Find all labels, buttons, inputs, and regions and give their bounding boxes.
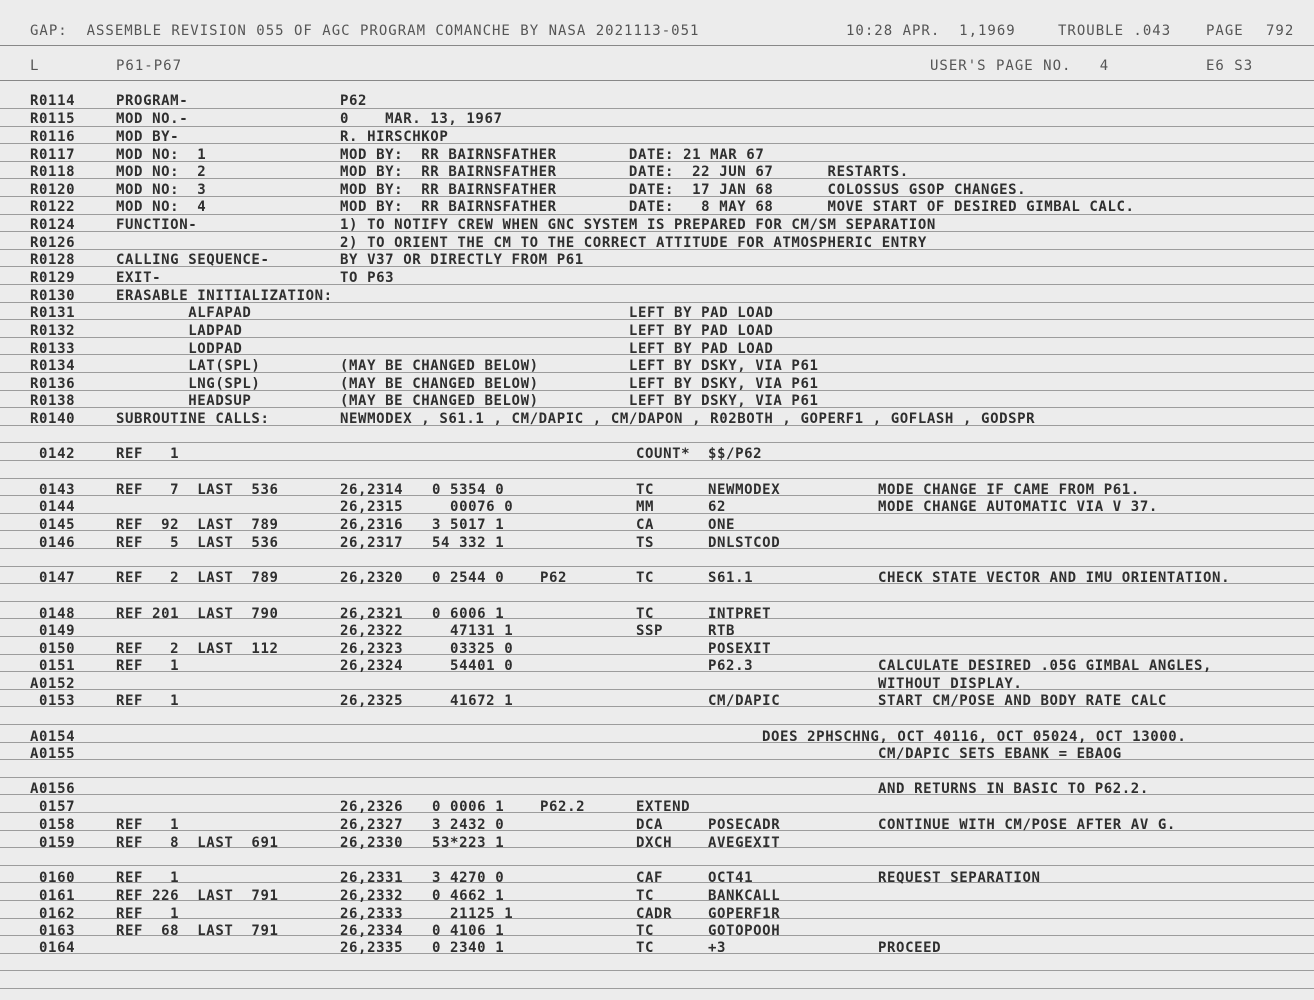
remark-value: BY V37 OR DIRECTLY FROM P61 (340, 252, 584, 268)
operand: INTPRET (708, 606, 772, 622)
remark-value: MOD BY: RR BAIRNSFATHER DATE: 17 JAN 68 COLOSSUS GSOP CHANGES. (340, 182, 1027, 198)
remark-id: R0138 (30, 393, 76, 409)
line-number: 0158 (30, 817, 76, 833)
paper-rule (0, 988, 1314, 989)
paper-rule (0, 865, 1314, 866)
operand: OCT41 (708, 870, 754, 886)
comment: MODE CHANGE AUTOMATIC VIA V 37. (878, 499, 1158, 515)
users-page-number: USER'S PAGE NO. 4 (930, 58, 1110, 74)
line-number: A0154 (30, 729, 76, 745)
octal-word: 3 2432 0 (432, 817, 505, 833)
remark-id: R0115 (30, 111, 76, 127)
address: 26,2330 (340, 835, 404, 851)
opcode: TS (636, 535, 655, 551)
operand: GOPERF1R (708, 906, 781, 922)
address: 26,2320 (340, 570, 404, 586)
paper-rule (0, 108, 1314, 109)
section-code: E6 S3 (1206, 58, 1254, 74)
comment: START CM/POSE AND BODY RATE CALC (878, 693, 1167, 709)
remark-value: LEFT BY PAD LOAD (340, 341, 774, 357)
line-number: 0162 (30, 906, 76, 922)
listing-type: L (30, 58, 40, 74)
address: 26,2315 (340, 499, 404, 515)
line-number: 0163 (30, 923, 76, 939)
opcode: COUNT* (636, 446, 691, 462)
remark-field: LNG(SPL) (116, 376, 261, 392)
opcode: TC (636, 888, 655, 904)
paper-rule (0, 143, 1314, 144)
line-number: 0143 (30, 482, 76, 498)
line-number: 0159 (30, 835, 76, 851)
remark-field: MOD BY- (116, 129, 180, 145)
operand: NEWMODEX (708, 482, 781, 498)
octal-word: 0 6006 1 (432, 606, 505, 622)
address: 26,2324 (340, 658, 404, 674)
line-number: 0151 (30, 658, 76, 674)
opcode: EXTEND (636, 799, 691, 815)
line-number: 0150 (30, 641, 76, 657)
remark-value: 0 MAR. 13, 1967 (340, 111, 503, 127)
octal-word: 0 0006 1 (432, 799, 505, 815)
paper-rule (0, 724, 1314, 725)
address: 26,2325 (340, 693, 404, 709)
paper-rule (0, 478, 1314, 479)
octal-word: 0 2340 1 (432, 940, 505, 956)
paper-rule (0, 442, 1314, 443)
remark-field: EXIT- (116, 270, 162, 286)
line-number: 0160 (30, 870, 76, 886)
address: 26,2323 (340, 641, 404, 657)
remark-value: 1) TO NOTIFY CREW WHEN GNC SYSTEM IS PREPARED FOR CM/SM SEPARATION (340, 217, 936, 233)
ref-count: REF 68 LAST 791 (116, 923, 279, 939)
address: 26,2327 (340, 817, 404, 833)
line-number: A0156 (30, 781, 76, 797)
comment: CM/DAPIC SETS EBANK = EBAOG (878, 746, 1122, 762)
remark-id: R0129 (30, 270, 76, 286)
address: 26,2316 (340, 517, 404, 533)
opcode: DXCH (636, 835, 673, 851)
paper-rule (0, 566, 1314, 567)
remark-value: P62 (340, 93, 368, 109)
remark-field: LODPAD (116, 341, 243, 357)
remark-id: R0122 (30, 199, 76, 215)
opcode: TC (636, 606, 655, 622)
octal-word: 53*223 1 (432, 835, 505, 851)
remark-id: R0133 (30, 341, 76, 357)
octal-word: 21125 1 (432, 906, 514, 922)
ref-count: REF 1 (116, 906, 180, 922)
operand: $$/P62 (708, 446, 763, 462)
address: 26,2333 (340, 906, 404, 922)
octal-word: 0 2544 0 (432, 570, 505, 586)
remark-value: MOD BY: RR BAIRNSFATHER DATE: 8 MAY 68 MOVE START OF DESIRED GIMBAL CALC. (340, 199, 1135, 215)
opcode: TC (636, 570, 655, 586)
paper-rule (0, 689, 1314, 690)
remark-id: R0130 (30, 288, 76, 304)
line-number: A0155 (30, 746, 76, 762)
ref-count: REF 2 LAST 112 (116, 641, 279, 657)
remark-field: CALLING SEQUENCE- (116, 252, 270, 268)
address: 26,2317 (340, 535, 404, 551)
line-number: 0149 (30, 623, 76, 639)
remark-id: R0134 (30, 358, 76, 374)
paper-rule (0, 601, 1314, 602)
ref-count: REF 5 LAST 536 (116, 535, 279, 551)
comment: AND RETURNS IN BASIC TO P62.2. (878, 781, 1149, 797)
remark-id: R0136 (30, 376, 76, 392)
page-number: 792 (1266, 23, 1295, 39)
remark-field: SUBROUTINE CALLS: (116, 411, 270, 427)
octal-word: 3 4270 0 (432, 870, 505, 886)
address: 26,2322 (340, 623, 404, 639)
ref-count: REF 1 (116, 870, 180, 886)
octal-word: 0 4106 1 (432, 923, 505, 939)
operand: DNLSTCOD (708, 535, 781, 551)
remark-field: MOD NO: 1 (116, 147, 207, 163)
ref-count: REF 201 LAST 790 (116, 606, 279, 622)
remark-id: R0118 (30, 164, 76, 180)
remark-value: (MAY BE CHANGED BELOW) LEFT BY DSKY, VIA P61 (340, 358, 819, 374)
line-number: 0153 (30, 693, 76, 709)
remark-field: MOD NO: 4 (116, 199, 207, 215)
comment: CONTINUE WITH CM/POSE AFTER AV G. (878, 817, 1176, 833)
ref-count: REF 92 LAST 789 (116, 517, 279, 533)
ref-count: REF 1 (116, 446, 180, 462)
opcode: DCA (636, 817, 664, 833)
octal-word: 3 5017 1 (432, 517, 505, 533)
remark-field: HEADSUP (116, 393, 252, 409)
remark-value: MOD BY: RR BAIRNSFATHER DATE: 21 MAR 67 (340, 147, 765, 163)
comment: CHECK STATE VECTOR AND IMU ORIENTATION. (878, 570, 1231, 586)
operand: GOTOPOOH (708, 923, 781, 939)
comment: WITHOUT DISPLAY. (878, 676, 1023, 692)
remark-field: LAT(SPL) (116, 358, 261, 374)
remark-id: R0124 (30, 217, 76, 233)
octal-word: 47131 1 (432, 623, 514, 639)
statement-label: P62.2 (540, 799, 586, 815)
octal-word: 0 5354 0 (432, 482, 505, 498)
line-number: 0145 (30, 517, 76, 533)
address: 26,2335 (340, 940, 404, 956)
remark-id: R0131 (30, 305, 76, 321)
paper-rule (0, 126, 1314, 127)
ref-count: REF 1 (116, 658, 180, 674)
line-number: 0161 (30, 888, 76, 904)
remark-value: NEWMODEX , S61.1 , CM/DAPIC , CM/DAPON , R02BOTH , GOPERF1 , GOFLASH , GODSPR (340, 411, 1036, 427)
paper-rule (0, 80, 1314, 81)
opcode: SSP (636, 623, 664, 639)
comment: REQUEST SEPARATION (878, 870, 1041, 886)
opcode: CAF (636, 870, 664, 886)
line-number: 0147 (30, 570, 76, 586)
address: 26,2326 (340, 799, 404, 815)
remark-id: R0126 (30, 235, 76, 251)
octal-word: 03325 0 (432, 641, 514, 657)
paper-rule (0, 777, 1314, 778)
remark-id: R0140 (30, 411, 76, 427)
remark-value: MOD BY: RR BAIRNSFATHER DATE: 22 JUN 67 RESTARTS. (340, 164, 909, 180)
line-number: 0157 (30, 799, 76, 815)
remark-value: 2) TO ORIENT THE CM TO THE CORRECT ATTITUDE FOR ATMOSPHERIC ENTRY (340, 235, 927, 251)
comment: DOES 2PHSCHNG, OCT 40116, OCT 05024, OCT 13000. (762, 729, 1187, 745)
remark-value: (MAY BE CHANGED BELOW) LEFT BY DSKY, VIA P61 (340, 393, 819, 409)
remark-field: ERASABLE INITIALIZATION: (116, 288, 333, 304)
remark-field: MOD NO.- (116, 111, 189, 127)
operand: P62.3 (708, 658, 754, 674)
address: 26,2332 (340, 888, 404, 904)
remark-id: R0114 (30, 93, 76, 109)
remark-field: LADPAD (116, 323, 243, 339)
octal-word: 00076 0 (432, 499, 514, 515)
operand: POSEXIT (708, 641, 772, 657)
remark-value: LEFT BY PAD LOAD (340, 305, 774, 321)
trouble-indicator: TROUBLE .043 (1058, 23, 1172, 39)
ref-count: REF 2 LAST 789 (116, 570, 279, 586)
opcode: CADR (636, 906, 673, 922)
listing-title: GAP: ASSEMBLE REVISION 055 OF AGC PROGRAM COMANCHE BY NASA 2021113-051 (30, 23, 700, 39)
ref-count: REF 7 LAST 536 (116, 482, 279, 498)
operand: +3 (708, 940, 727, 956)
octal-word: 41672 1 (432, 693, 514, 709)
ref-count: REF 8 LAST 691 (116, 835, 279, 851)
opcode: TC (636, 923, 655, 939)
operand: CM/DAPIC (708, 693, 781, 709)
ref-count: REF 1 (116, 817, 180, 833)
remark-field: MOD NO: 3 (116, 182, 207, 198)
remark-field: FUNCTION- (116, 217, 198, 233)
paper-rule (0, 45, 1314, 46)
ref-count: REF 226 LAST 791 (116, 888, 279, 904)
address: 26,2314 (340, 482, 404, 498)
comment: PROCEED (878, 940, 942, 956)
remark-id: R0117 (30, 147, 76, 163)
address: 26,2321 (340, 606, 404, 622)
page-label: PAGE (1206, 23, 1244, 39)
remark-id: R0120 (30, 182, 76, 198)
remark-value: TO P63 (340, 270, 395, 286)
operand: POSECADR (708, 817, 781, 833)
operand: 62 (708, 499, 727, 515)
ref-count: REF 1 (116, 693, 180, 709)
remark-value: LEFT BY PAD LOAD (340, 323, 774, 339)
line-number: 0142 (30, 446, 76, 462)
octal-word: 54401 0 (432, 658, 514, 674)
listing-timestamp: 10:28 APR. 1,1969 (846, 23, 1016, 39)
remark-id: R0132 (30, 323, 76, 339)
line-number: 0146 (30, 535, 76, 551)
operand: RTB (708, 623, 736, 639)
comment: CALCULATE DESIRED .05G GIMBAL ANGLES, (878, 658, 1213, 674)
paper-rule (0, 284, 1314, 285)
opcode: TC (636, 940, 655, 956)
paper-rule (0, 970, 1314, 971)
address: 26,2334 (340, 923, 404, 939)
opcode: MM (636, 499, 655, 515)
remark-field: PROGRAM- (116, 93, 189, 109)
line-number: 0148 (30, 606, 76, 622)
remark-field: MOD NO: 2 (116, 164, 207, 180)
opcode: TC (636, 482, 655, 498)
operand: S61.1 (708, 570, 754, 586)
operand: BANKCALL (708, 888, 781, 904)
remark-id: R0116 (30, 129, 76, 145)
remark-field: ALFAPAD (116, 305, 252, 321)
section-name: P61-P67 (116, 58, 183, 74)
remark-value: (MAY BE CHANGED BELOW) LEFT BY DSKY, VIA P61 (340, 376, 819, 392)
paper-rule (0, 953, 1314, 954)
line-number: 0164 (30, 940, 76, 956)
remark-value: R. HIRSCHKOP (340, 129, 449, 145)
operand: ONE (708, 517, 736, 533)
octal-word: 0 4662 1 (432, 888, 505, 904)
line-number: A0152 (30, 676, 76, 692)
statement-label: P62 (540, 570, 568, 586)
line-number: 0144 (30, 499, 76, 515)
remark-id: R0128 (30, 252, 76, 268)
octal-word: 54 332 1 (432, 535, 505, 551)
opcode: CA (636, 517, 655, 533)
operand: AVEGEXIT (708, 835, 781, 851)
address: 26,2331 (340, 870, 404, 886)
comment: MODE CHANGE IF CAME FROM P61. (878, 482, 1140, 498)
